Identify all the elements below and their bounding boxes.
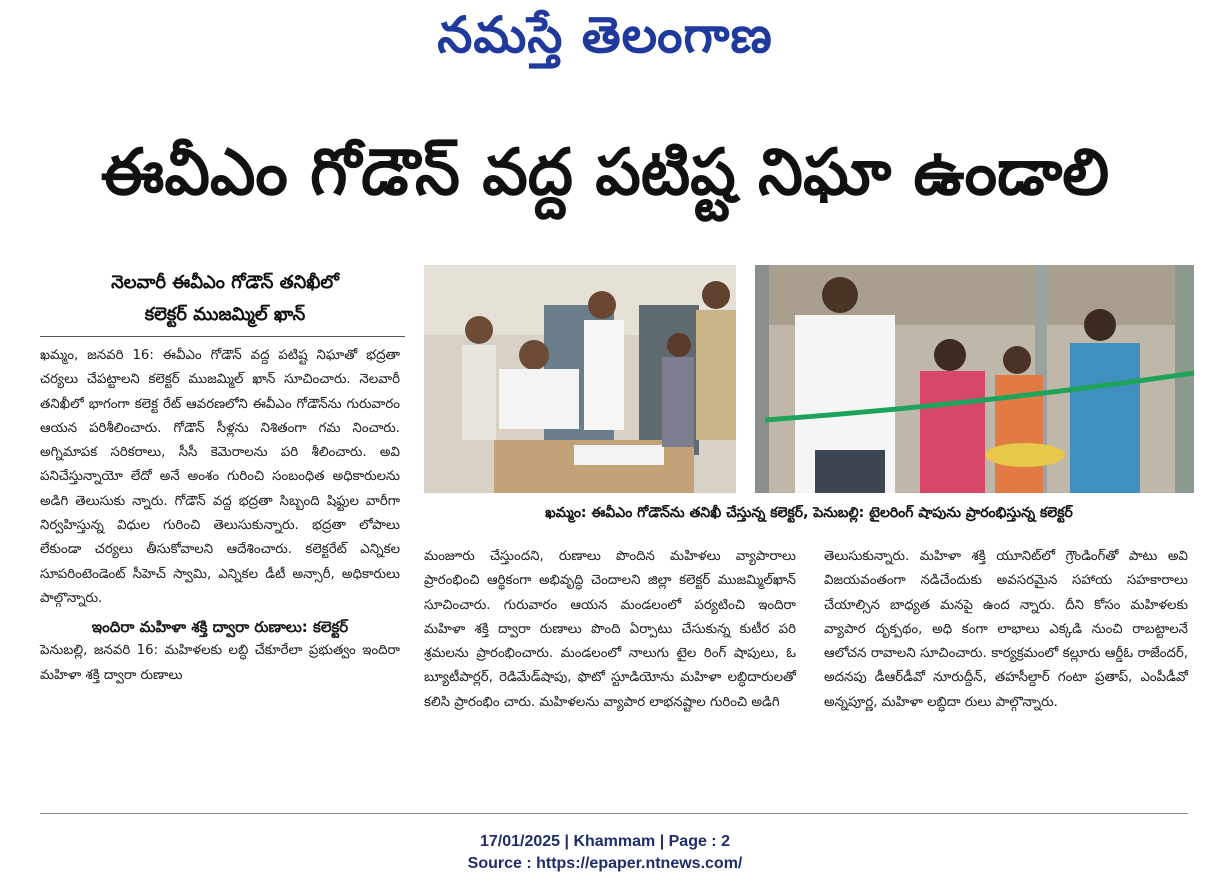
article-column-1 (40, 344, 400, 688)
article-paragraph: తెలుసుకున్నారు. మహిళా శక్తి యూనిట్‌లో గ్రౌండింగ్‌తో పాటు అవి విజయవంతంగా నడిచేందుకు అవసరమైన సహాయ సహకారాలు చేయాల్సిన బాధ్యత మనపై ఉంద న్నారు. దీని కోసం మహిళలకు వ్యాపార దృక్పథం, అధి కంగా లాభాలు ఎక్కడి నుంచి రాబట్టాలనే ఆలోచన రావాలని సూచించారు. కార్యక్రమంలో కల్లూరు ఆర్డీఓ రాజేందర్, అదనపు డీఆర్‌డీవో నూరుద్దీన్, తహసీల్దార్ గంటా ప్రతాప్, ఎంపీడీవో అన్నపూర్ణ, మహిళా లబ్ధిదా రులు పాల్గొన్నారు. (824, 549, 1188, 710)
footer-date-edition-page: 17/01/2025 | Khammam | Page : 2 (480, 833, 730, 850)
subheadline-line1: నెలవారీ ఈవీఎం గోడౌన్ తనిఖీలో (111, 272, 339, 293)
subhead-divider (40, 336, 405, 337)
headline: ఈవీఎం గోడౌన్ వద్ద పటిష్ట నిఘా ఉండాలి (100, 136, 1110, 210)
article-paragraph: పెనుబల్లి, జనవరి 16: మహిళలకు లబ్ధి చేకూరేలా ప్రభుత్వం ఇందిరా మహిళా శక్తి ద్వారా రుణాలు (40, 643, 400, 683)
article-paragraph: మంజూరు చేస్తుందని, రుణాలు పొందిన మహిళలు వ్యాపారాలు ప్రారంభించి ఆర్థికంగా అభివృద్ధి చెందాలని జిల్లా కలెక్టర్ ముజమ్మిల్‌ఖాన్ సూచించారు. గురువారం ఆయన మండలంలో పర్యటించి ఇందిరా మహిళా శక్తి ద్వారా రుణాలు పొంది ఏర్పాటు చేసుకున్న కుటీర పరి శ్రమలను ప్రారంభించారు. మండలంలో నాలుగు టైల రింగ్ షాపులు, ఓ బ్యూటీపార్లర్, రెడిమేడ్‌షాపు, ఫొటో స్టూడియోను మహిళా లబ్ధిదారులతో కలిసి ప్రారంభిం చారు. మహిళలను వ్యాపార లాభనష్టాల గురించి అడిగి (424, 549, 796, 710)
article-column-2 (424, 545, 796, 715)
photo-evm-godown-inspection (424, 265, 736, 493)
footer-divider (40, 813, 1188, 814)
masthead (0, 0, 1210, 80)
newspaper-logo: నమస్తే తెలంగాణ (437, 6, 773, 64)
subheadline-line2: కలెక్టర్ ముజమ్మిల్ ఖాన్ (144, 304, 306, 325)
photo-tailoring-shop-inauguration (755, 265, 1194, 493)
photo-caption: ఖమ్మం: ఈవీఎం గోడౌన్‌ను తనిఖీ చేస్తున్న కలెక్టర్, పెనుబల్లి: టైలరింగ్ షాపును ప్రారంభిస్తున్న కలెక్టర్ (545, 505, 1073, 521)
footer-source-link[interactable]: Source : https://epaper.ntnews.com/ (467, 855, 743, 872)
article-column-3 (824, 545, 1188, 715)
crosshead: ఇందిరా మహిళా శక్తి ద్వారా రుణాలు: కలెక్టర్ (91, 618, 349, 637)
article-paragraph: ఖమ్మం, జనవరి 16: ఈవీఎం గోడౌన్ వద్ద పటిష్ట నిఘాతో భద్రతా చర్యలు చేపట్టాలని కలెక్టర్ ముజమ్మిల్ ఖాన్ సూచించారు. నెలవారీ తనిఖీలో భాగంగా కలెక్ట రేట్ ఆవరణలోని ఈవీఎం గోడౌన్‌ను గురువారం ఆయన పరిశీలించారు. గోడౌన్ సీళ్లను నిశితంగా గమ నించారు. అగ్నిమాపక సరికరాలు, సీసీ కెమెరాలను పరి శీలించారు. అవి పనిచేస్తున్నాయో లేదో అనే అంశం గురించి సంబంధిత అధికారులను అడిగి తెలుసుకు న్నారు. గోడౌన్ వద్ద భద్రతా సిబ్బంది షిఫ్టుల వారీగా నిర్వహిస్తున్న విధుల గురించి తెలుసుకున్నారు. భద్రతా లోపాలు లేకుండా చర్యలు తీసుకోవాలని ఆదేశించారు. కలెక్టరేట్ ఎన్నికల సూపరింటెండెంట్ సీహెచ్ స్వామి, ఎన్నికల డీటీ అన్సారీ, అధికారులు పాల్గొన్నారు. (40, 348, 400, 606)
